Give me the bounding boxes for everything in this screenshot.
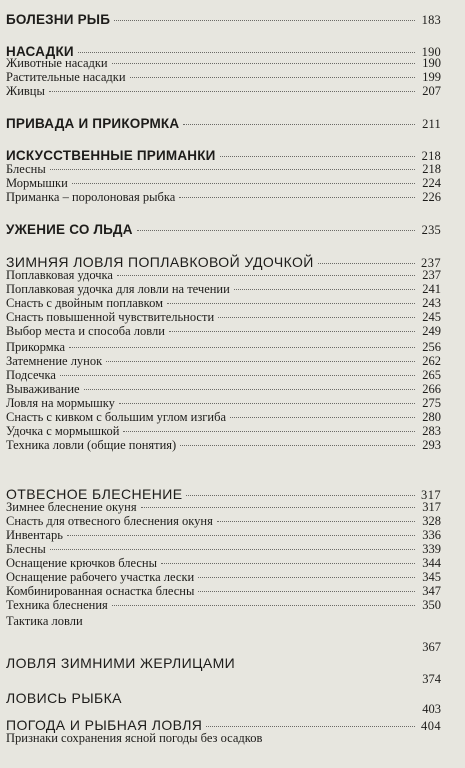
- dot-leader: [112, 605, 415, 606]
- toc-entry-title: Оснащение рабочего участка лески: [6, 570, 195, 584]
- dot-leader: [69, 347, 415, 348]
- dot-leader: [198, 591, 415, 592]
- dot-leader: [49, 91, 415, 92]
- toc-entry: [6, 354, 441, 369]
- toc-entry-page: 235: [421, 223, 441, 237]
- toc-entry-page: 350: [422, 598, 441, 612]
- toc-entry: [6, 542, 441, 557]
- toc-entry-page: 207: [422, 84, 441, 98]
- dot-leader: [230, 417, 415, 418]
- toc-entry-page: 243: [422, 296, 441, 310]
- dot-leader: [67, 535, 415, 536]
- toc-entry: [6, 438, 441, 453]
- toc-entry-page: 245: [422, 310, 441, 324]
- toc-entry: [6, 514, 441, 529]
- toc-entry-page: 199: [422, 70, 441, 84]
- toc-entry-title: Живцы: [6, 84, 45, 98]
- toc-entry-title: ПРИВАДА И ПРИКОРМКА: [6, 116, 180, 131]
- toc-entry-title: Прикормка: [6, 340, 66, 354]
- toc-entry-page: 374: [422, 672, 441, 686]
- toc-entry-page: 328: [422, 514, 441, 528]
- dot-leader: [137, 230, 415, 231]
- toc-entry: [6, 528, 441, 543]
- dot-leader: [106, 361, 415, 362]
- toc-entry-title: ПОГОДА И РЫБНАЯ ЛОВЛЯ: [6, 717, 203, 733]
- toc-entry-title: Снасть с двойным поплавком: [6, 296, 164, 310]
- toc-entry-page: 280: [422, 410, 441, 424]
- toc-entry-page: 403: [422, 702, 441, 716]
- toc-entry-title: Тактика ловли: [6, 614, 83, 628]
- toc-entry-page: 265: [422, 368, 441, 382]
- dot-leader: [179, 197, 415, 198]
- toc-entry-title: Вываживание: [6, 382, 80, 396]
- toc-entry: [6, 84, 441, 99]
- toc-entry-page: 339: [422, 542, 441, 556]
- toc-entry-page: 190: [421, 45, 441, 59]
- toc-entry: [6, 731, 441, 746]
- toc-entry: [6, 570, 441, 585]
- dot-leader: [84, 389, 415, 390]
- toc-entry-title: Снасть повышенной чувствительности: [6, 310, 215, 324]
- toc-entry: [6, 556, 441, 571]
- dot-leader: [220, 156, 415, 157]
- toc-entry-page: 237: [422, 268, 441, 282]
- toc-entry-page: 283: [422, 424, 441, 438]
- dot-leader: [130, 77, 415, 78]
- dot-leader: [50, 549, 415, 550]
- dot-leader: [167, 303, 415, 304]
- toc-entry-page: 241: [422, 282, 441, 296]
- toc-entry-title: Поплавковая удочка: [6, 268, 113, 282]
- dot-leader: [72, 183, 415, 184]
- toc-entry: [6, 162, 441, 177]
- toc-entry: [6, 410, 441, 425]
- toc-entry-title: Зимнее блеснение окуня: [6, 500, 137, 514]
- toc-entry: [6, 584, 441, 599]
- dot-leader: [119, 403, 415, 404]
- toc-entry: [6, 500, 441, 515]
- dot-leader: [217, 521, 415, 522]
- dot-leader: [180, 445, 415, 446]
- toc-entry-title: ИСКУССТВЕННЫЕ ПРИМАНКИ: [6, 148, 216, 163]
- toc-entry: [6, 614, 441, 629]
- dot-leader: [114, 20, 415, 21]
- toc-entry-title: ЛОВИСЬ РЫБКА: [6, 690, 122, 706]
- toc-entry-title: Техника блеснения: [6, 598, 108, 612]
- toc-entry: [6, 116, 441, 132]
- dot-leader: [169, 331, 415, 332]
- dot-leader: [78, 52, 415, 53]
- toc-entry: [6, 324, 441, 339]
- dot-leader: [218, 317, 415, 318]
- dot-leader: [112, 63, 415, 64]
- toc-entry-page: 345: [422, 570, 441, 584]
- toc-entry-page: 183: [421, 13, 441, 27]
- toc-entry: [6, 340, 441, 355]
- toc-entry-page: 256: [422, 340, 441, 354]
- toc-entry-page: 237: [421, 256, 441, 270]
- toc-entry-title: Признаки сохранения ясной погоды без осадков: [6, 731, 263, 745]
- toc-entry-page: 190: [422, 56, 441, 70]
- toc-entry: [6, 190, 441, 205]
- toc-entry: [6, 268, 441, 283]
- toc-entry: [6, 640, 441, 655]
- dot-leader: [234, 289, 415, 290]
- toc-entry: [6, 56, 441, 71]
- toc-entry-title: ОТВЕСНОЕ БЛЕСНЕНИЕ: [6, 486, 183, 502]
- toc-entry-page: 367: [422, 640, 441, 654]
- toc-entry-page: 293: [422, 438, 441, 452]
- dot-leader: [186, 495, 415, 496]
- toc-entry-title: Снасть для отвесного блеснения окуня: [6, 514, 213, 528]
- toc-entry-title: БОЛЕЗНИ РЫБ: [6, 12, 111, 27]
- dot-leader: [50, 169, 415, 170]
- toc-entry-title: Мормышки: [6, 176, 68, 190]
- toc-entry-title: Животные насадки: [6, 56, 108, 70]
- toc-entry: [6, 396, 441, 411]
- toc-entry-page: 404: [421, 719, 441, 733]
- toc-entry-title: Снасть с кивком с большим углом изгиба: [6, 410, 227, 424]
- toc-entry-title: НАСАДКИ: [6, 44, 74, 59]
- toc-entry-page: 336: [422, 528, 441, 542]
- toc-entry-page: 211: [422, 117, 441, 131]
- toc-entry-page: 266: [422, 382, 441, 396]
- toc-entry-page: 218: [421, 149, 441, 163]
- toc-entry: [6, 424, 441, 439]
- toc-entry-title: Удочка с мормышкой: [6, 424, 120, 438]
- toc-entry-page: 344: [422, 556, 441, 570]
- toc-entry: [6, 222, 441, 238]
- toc-entry-title: Инвентарь: [6, 528, 63, 542]
- toc-entry: [6, 12, 441, 28]
- toc-entry-title: Блесны: [6, 162, 46, 176]
- toc-entry: [6, 672, 441, 687]
- toc-entry-title: Растительные насадки: [6, 70, 126, 84]
- toc-entry: [6, 382, 441, 397]
- toc-entry: [6, 70, 441, 85]
- toc-entry: [6, 368, 441, 383]
- toc-entry-title: Приманка – поролоновая рыбка: [6, 190, 176, 204]
- dot-leader: [117, 275, 415, 276]
- toc-entry-page: 218: [422, 162, 441, 176]
- toc-entry-title: Поплавковая удочка для ловли на течении: [6, 282, 230, 296]
- toc-entry-page: 275: [422, 396, 441, 410]
- toc-entry-page: 317: [422, 500, 441, 514]
- toc-entry: [6, 310, 441, 325]
- dot-leader: [183, 124, 415, 125]
- toc-entry-title: Ловля на мормышку: [6, 396, 115, 410]
- toc-entry: [6, 655, 441, 671]
- toc-entry-page: 347: [422, 584, 441, 598]
- dot-leader: [198, 577, 415, 578]
- toc-entry-page: 224: [422, 176, 441, 190]
- toc-entry-title: Затемнение лунок: [6, 354, 103, 368]
- dot-leader: [318, 263, 415, 264]
- dot-leader: [60, 375, 415, 376]
- toc-entry-title: УЖЕНИЕ СО ЛЬДА: [6, 222, 133, 237]
- dot-leader: [141, 507, 415, 508]
- toc-entry-title: Выбор места и способа ловли: [6, 324, 165, 338]
- toc-entry-page: 317: [421, 488, 441, 502]
- toc-entry-title: Оснащение крючков блесны: [6, 556, 158, 570]
- toc-entry-page: 262: [422, 354, 441, 368]
- toc-entry: [6, 282, 441, 297]
- dot-leader: [161, 563, 415, 564]
- toc-entry-title: ЛОВЛЯ ЗИМНИМИ ЖЕРЛИЦАМИ: [6, 655, 236, 671]
- toc-entry-title: Техника ловли (общие понятия): [6, 438, 177, 452]
- toc-entry-title: ЗИМНЯЯ ЛОВЛЯ ПОПЛАВКОВОЙ УДОЧКОЙ: [6, 254, 314, 270]
- dot-leader: [123, 431, 415, 432]
- toc-entry-title: Блесны: [6, 542, 46, 556]
- dot-leader: [206, 726, 415, 727]
- toc-entry-title: Комбинированная оснастка блесны: [6, 584, 195, 598]
- toc-entry: [6, 598, 441, 613]
- toc-entry-page: 226: [422, 190, 441, 204]
- toc-entry-title: Подсечка: [6, 368, 56, 382]
- toc-entry: [6, 176, 441, 191]
- toc-entry-page: 249: [422, 324, 441, 338]
- toc-entry: [6, 296, 441, 311]
- toc-entry: [6, 702, 441, 717]
